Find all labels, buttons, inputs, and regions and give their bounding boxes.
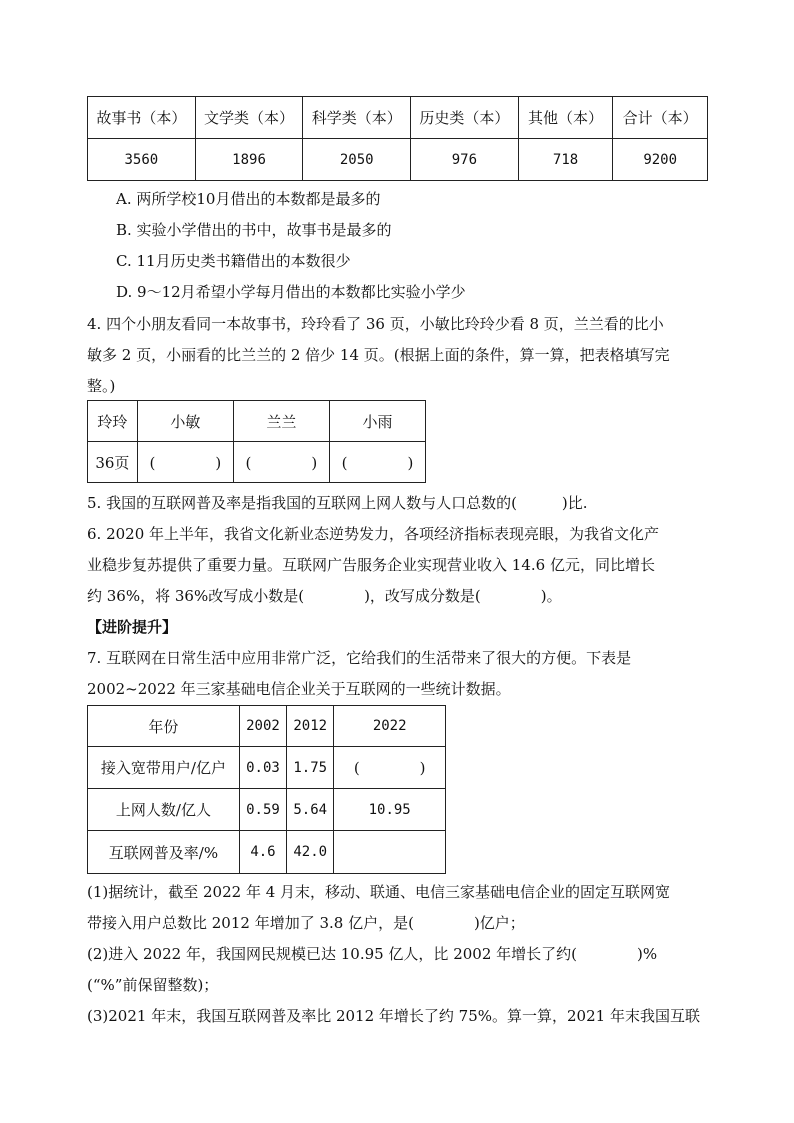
q7-header-cell: 2022 [334,706,446,747]
table1-value-cell: 9200 [613,139,708,181]
option-b: B. 实验小学借出的书中，故事书是最多的 [116,221,392,239]
table1-header-cell: 历史类（本） [411,97,519,139]
q7-header-cell: 2012 [287,706,334,747]
q7-row-label: 互联网普及率/% [88,831,240,874]
q7-subquestion-line: (1)据统计，截至 2022 年 4 月末，移动、联通、电信三家基础电信企业的固定互联网宽 [87,883,671,901]
q7-subquestion-line: (2)进入 2022 年，我国网民规模已达 10.95 亿人，比 2002 年增长了约( )% [87,945,658,963]
table1-header-cell: 科学类（本） [303,97,411,139]
q7-cell: 10.95 [334,789,446,831]
q7-cell: 1.75 [287,747,334,789]
q7-text-line: 7. 互联网在日常生活中应用非常广泛，它给我们的生活带来了很大的方便。下表是 [87,649,632,667]
section-title: 【进阶提升】 [87,618,178,636]
q4-text-line: 整。) [87,377,116,395]
q7-row-label: 接入宽带用户/亿户 [88,747,240,789]
q7-header-cell: 年份 [88,706,240,747]
q7-row-label: 上网人数/亿人 [88,789,240,831]
q7-answer-blank: ( ) [334,747,446,789]
table1-header-cell: 合计（本） [613,97,708,139]
q7-subquestion-line: (3)2021 年末，我国互联网普及率比 2012 年增长了约 75%。算一算，2021 年末我国互联 [87,1007,700,1025]
q7-cell: 0.59 [239,789,286,831]
table1-value-cell: 976 [411,139,519,181]
q4-header-cell: 兰兰 [233,401,329,442]
q7-subquestion-line: 带接入用户总数比 2012 年增加了 3.8 亿户，是( )亿户； [87,914,525,932]
q6-text-line: 业稳步复苏提供了重要力量。互联网广告服务企业实现营业收入 14.6 亿元，同比增长 [87,556,655,574]
table1-value-cell: 3560 [88,139,196,181]
q4-answer-blank: ( ) [137,442,233,483]
table1-header-cell: 其他（本） [518,97,613,139]
q4-header-cell: 小雨 [329,401,425,442]
q7-header-cell: 2002 [239,706,286,747]
option-a: A. 两所学校10月借出的本数都是最多的 [116,190,381,208]
q6-text-line: 6. 2020 年上半年，我省文化新业态逆势发力，各项经济指标表现亮眼，为我省文化产 [87,525,660,543]
library-books-table [87,96,708,181]
q4-header-cell: 玲玲 [88,401,138,442]
option-c: C. 11月历史类书籍借出的本数很少 [116,252,351,270]
q4-answer-blank: ( ) [233,442,329,483]
q4-text-line: 敏多 2 页，小丽看的比兰兰的 2 倍少 14 页。(根据上面的条件，算一算，把表格填写完 [87,346,670,364]
q7-cell: 0.03 [239,747,286,789]
table1-header-cell: 文学类（本） [195,97,303,139]
q4-header-cell: 小敏 [137,401,233,442]
table1-value-cell: 1896 [195,139,303,181]
option-d: D. 9～12月希望小学每月借出的本数都比实验小学少 [116,283,466,301]
q4-answer-blank: ( ) [329,442,425,483]
q4-text-line: 4. 四个小朋友看同一本故事书，玲玲看了 36 页，小敏比玲玲少看 8 页，兰兰看的比小 [87,315,664,333]
table1-value-cell: 718 [518,139,613,181]
q7-text-line: 2002~2022 年三家基础电信企业关于互联网的一些统计数据。 [87,680,511,698]
table1-value-cell: 2050 [303,139,411,181]
q7-cell: 4.6 [239,831,286,874]
q5-text: 5. 我国的互联网普及率是指我国的互联网上网人数与人口总数的( )比. [87,494,588,512]
q7-cell: 42.0 [287,831,334,874]
internet-stats-table [87,705,446,874]
table1-header-cell: 故事书（本） [88,97,196,139]
q4-value-cell: 36页 [88,442,138,483]
q6-text-line: 约 36%，将 36%改写成小数是( )，改写成分数是( )。 [87,587,562,605]
q7-subquestion-line: (“%”前保留整数)； [87,976,219,994]
q7-empty-cell [334,831,446,874]
q7-cell: 5.64 [287,789,334,831]
reading-pages-table [87,400,426,483]
